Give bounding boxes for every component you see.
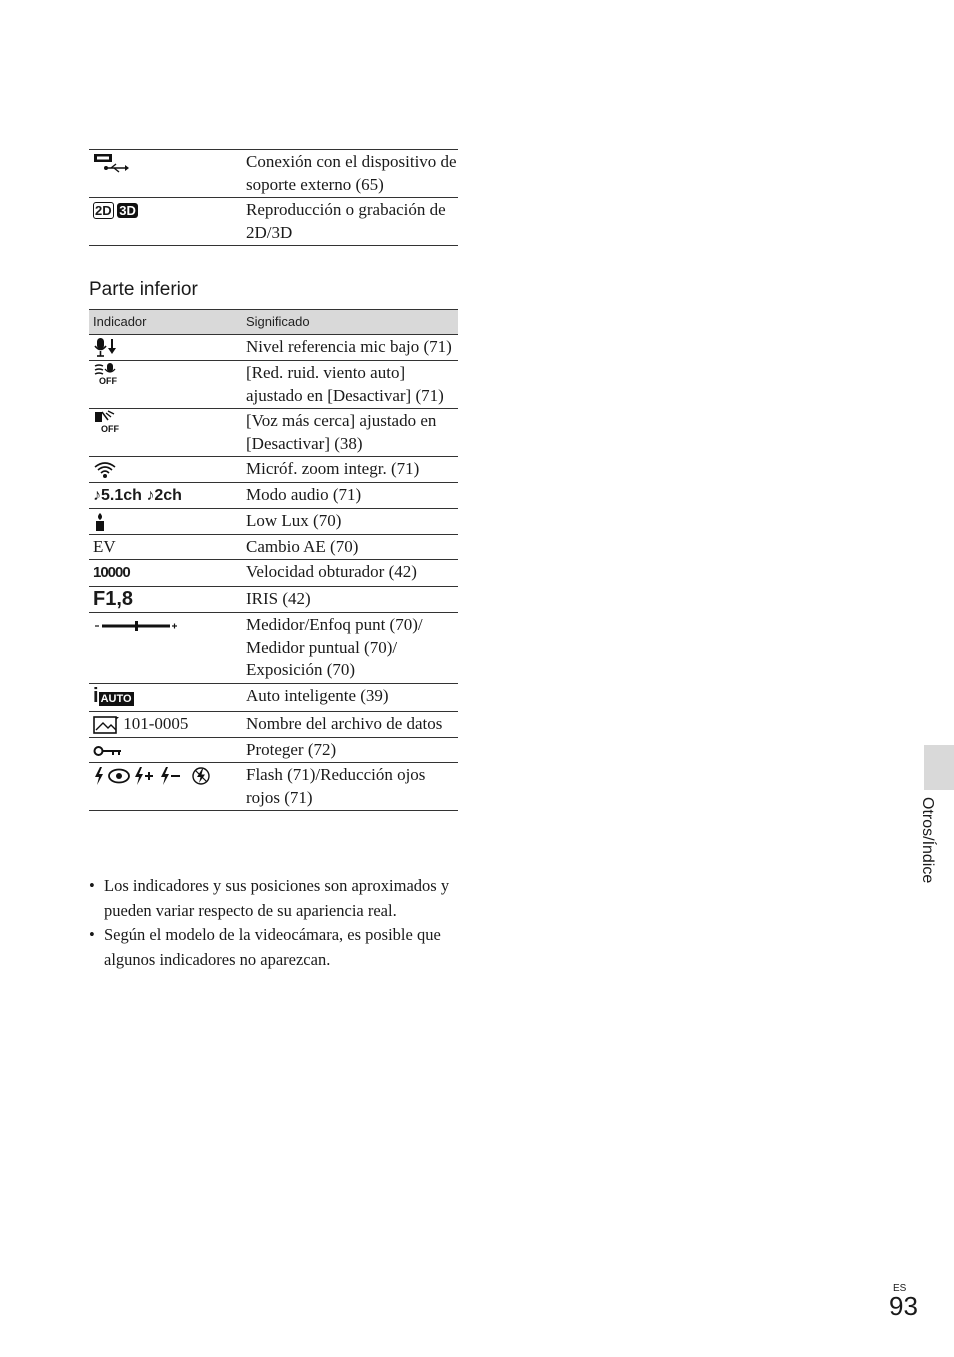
section-tab-marker [924,745,954,790]
intelligent-auto-icon: i AUTO [93,684,132,707]
table-row: F1,8 IRIS (42) [89,586,458,613]
table-row: Conexión con el dispositivo de soporte externo (65) [89,150,458,198]
note-item: • Los indicadores y sus posiciones son aproximados y pueden variar respecto de su apariencia real. [89,876,450,920]
page-language: ES [893,1283,907,1294]
side-section-label: Otros/Índice [919,797,936,884]
header-meaning: Significado [246,310,458,335]
low-lux-icon [93,512,107,532]
table-row: 10000 Velocidad obturador (42) [89,560,458,587]
table-row: Medidor/Enfoq punt (70)/ Medidor puntual (70)/ Exposición (70) [89,613,458,684]
audio-mode-icon: ♪5.1ch ♪2ch [93,486,182,504]
usb-external-device-icon [93,152,129,174]
image-file-icon [93,716,119,734]
protect-key-icon [93,744,123,758]
mic-low-reference-icon [93,337,119,359]
table-row: 2D 3D Reproducción o grabación de 2D/3D [89,198,458,246]
iris-icon: F1,8 [93,587,134,610]
svg-text:OFF: OFF [101,424,119,435]
table-row: Nivel referencia mic bajo (71) [89,335,458,361]
table-row: Micróf. zoom integr. (71) [89,457,458,483]
table-row: Low Lux (70) [89,509,458,535]
table-row: OFF [Voz más cerca] ajustado en [Desactivar] (38) [89,409,458,457]
table-row: i AUTO Auto inteligente (39) [89,683,458,712]
table-row: OFF [Red. ruid. viento auto] ajustado en [Desactivar] (71) [89,361,458,409]
svg-text:OFF: OFF [99,376,117,387]
bottom-indicator-table [89,309,458,811]
table-header [89,310,458,335]
shutter-speed-icon: 10000 [93,564,130,582]
closer-voice-off-icon [93,410,121,434]
table-row: Proteger (72) [89,737,458,763]
notes [89,874,459,972]
flash-icon [93,766,211,786]
table-row: ♪5.1ch ♪2ch Modo audio (71) [89,482,458,509]
header-indicator: Indicador [89,310,246,335]
page-number: 93 [889,1291,918,1321]
zoom-mic-icon [93,461,117,479]
ev-icon: EV [93,536,116,556]
file-number: 101-0005 [123,714,189,734]
section-title: Parte inferior [89,279,198,300]
meter-scale-icon [93,619,177,633]
note-item: • Según el modelo de la videocámara, es posible que algunos indicadores no aparezcan. [89,925,441,969]
2d-3d-icon: 2D 3D [95,202,136,218]
top-indicator-table [89,149,458,246]
table-row: EV Cambio AE (70) [89,534,458,560]
table-row: Flash (71)/Reducción ojos rojos (71) [89,763,458,811]
table-row: 101-0005 Nombre del archivo de datos [89,712,458,738]
wind-noise-off-icon [93,362,123,386]
